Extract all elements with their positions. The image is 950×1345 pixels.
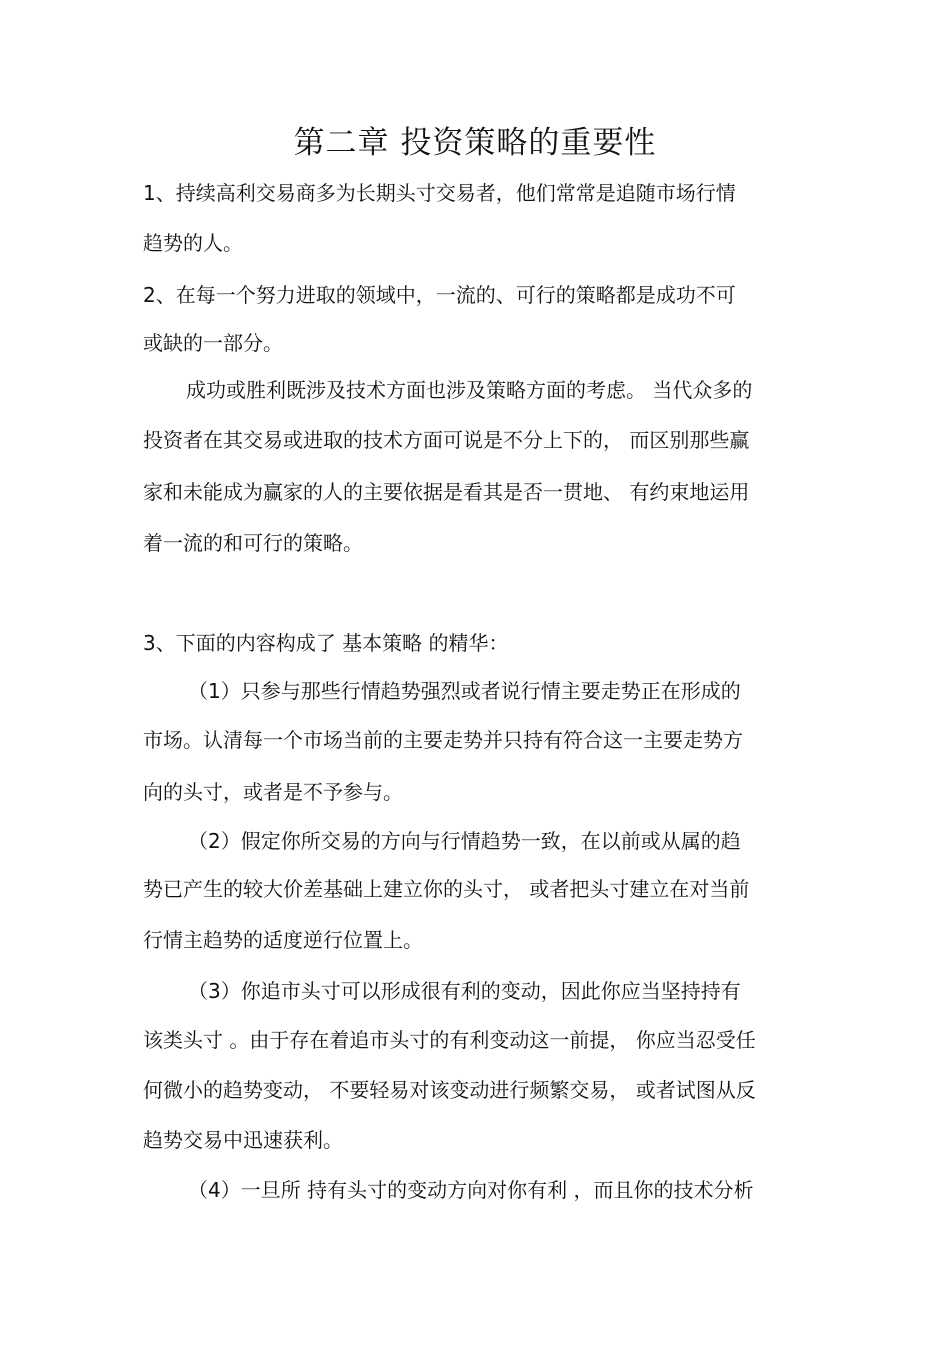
text-line: （3）你追市头寸可以形成很有利的变动，因此你应当坚持持有 [188, 979, 741, 1003]
text-line: 成功或胜利既涉及技术方面也涉及策略方面的考虑。 当代众多的 [186, 378, 753, 402]
text-line: 势已产生的较大价差基础上建立你的头寸， 或者把头寸建立在对当前 [143, 877, 750, 901]
text-line: 着一流的和可行的策略。 [143, 531, 363, 555]
text-line: 2、在每一个努力进取的领域中，一流的、可行的策略都是成功不可 [143, 283, 736, 307]
text-line: 何微小的趋势变动， 不要轻易对该变动进行频繁交易， 或者试图从反 [143, 1078, 756, 1102]
text-line: 3、下面的内容构成了 基本策略 的精华： [143, 631, 509, 655]
text-line: 市场。认清每一个市场当前的主要走势并只持有符合这一主要走势方 [143, 728, 743, 752]
text-line: 家和未能成为赢家的人的主要依据是看其是否一贯地、 有约束地运用 [143, 480, 750, 504]
text-line: 行情主趋势的适度逆行位置上。 [143, 928, 423, 952]
text-line: 该类头寸 。由于存在着追市头寸的有利变动这一前提， 你应当忍受任 [143, 1028, 756, 1052]
text-line: 趋势交易中迅速获利。 [143, 1128, 343, 1152]
chapter-title: 第二章 投资策略的重要性 [293, 125, 657, 161]
text-line: 1、持续高利交易商多为长期头寸交易者，他们常常是追随市场行情 [143, 181, 736, 205]
text-line: 或缺的一部分。 [143, 331, 283, 355]
text-line: 趋势的人。 [143, 231, 243, 255]
text-line: （1）只参与那些行情趋势强烈或者说行情主要走势正在形成的 [188, 679, 741, 703]
text-line: （2）假定你所交易的方向与行情趋势一致，在以前或从属的趋 [188, 829, 741, 853]
text-line: 向的头寸，或者是不予参与。 [143, 780, 403, 804]
text-line: （4）一旦所 持有头寸的变动方向对你有利 ，而且你的技术分析 [188, 1178, 754, 1202]
text-line: 投资者在其交易或进取的技术方面可说是不分上下的， 而区别那些赢 [143, 428, 750, 452]
